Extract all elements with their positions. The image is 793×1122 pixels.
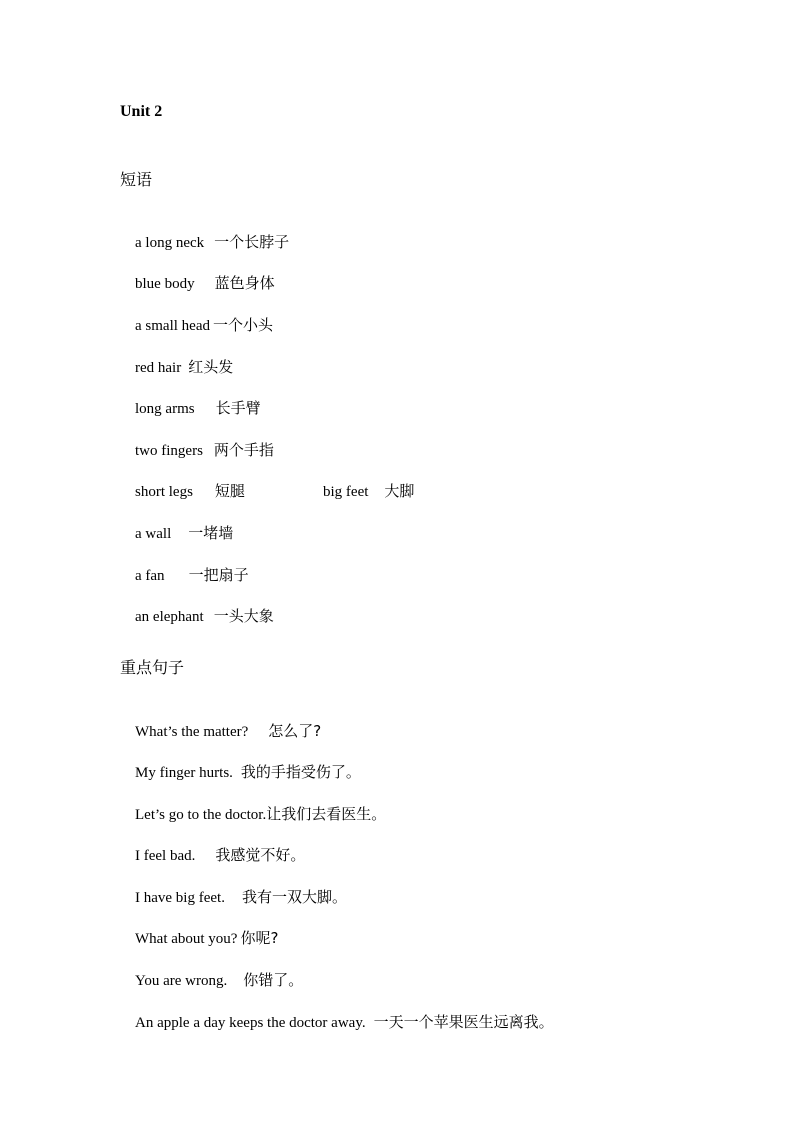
phrase-english: big feet	[323, 484, 369, 500]
phrase-chinese: 蓝色身体	[214, 274, 275, 292]
sentence-chinese: 让我们去看医生。	[266, 805, 387, 823]
sentence-english: I have big feet.	[135, 890, 225, 906]
sentence-english: What about you?	[135, 931, 238, 947]
document-title: Unit 2	[120, 103, 163, 120]
phrase-chinese: 一头大象	[213, 607, 274, 625]
phrase-chinese: 一个长脖子	[214, 233, 290, 251]
sentence-english: Let’s go to the doctor.	[135, 807, 267, 823]
phrase-english: long arms	[135, 401, 195, 417]
phrase-english: an elephant	[135, 609, 204, 625]
phrase-chinese: 长手臂	[215, 399, 261, 417]
sentence-chinese: 怎么了?	[268, 722, 322, 740]
sentence-chinese: 一天一个苹果医生远离我。	[373, 1013, 554, 1031]
phrase-chinese: 一把扇子	[188, 566, 249, 584]
phrase-english: blue body	[135, 276, 195, 292]
phrase-chinese: 大脚	[384, 482, 415, 500]
phrases-heading: 短语	[120, 170, 153, 189]
phrase-chinese: 短腿	[214, 482, 245, 500]
sentence-chinese: 我感觉不好。	[215, 846, 306, 864]
phrase-english: a long neck	[135, 235, 205, 251]
phrase-chinese: 两个手指	[213, 441, 274, 459]
sentence-english: My finger hurts.	[135, 765, 233, 781]
phrase-chinese: 一堵墙	[188, 524, 234, 542]
phrase-english: red hair	[135, 360, 182, 376]
sentence-chinese: 你错了。	[243, 971, 304, 989]
phrase-english: a fan	[135, 568, 165, 584]
sentence-chinese: 你呢?	[240, 929, 279, 947]
phrase-chinese: 红头发	[188, 358, 234, 376]
sentence-chinese: 我的手指受伤了。	[240, 763, 361, 781]
sentence-english: I feel bad.	[135, 848, 196, 864]
sentence-english: An apple a day keeps the doctor away.	[135, 1015, 366, 1031]
phrase-row	[120, 586, 274, 647]
phrase-row-second-column	[308, 461, 414, 522]
phrase-english: a wall	[135, 526, 172, 542]
phrase-english: a small head	[135, 318, 210, 334]
sentence-chinese: 我有一双大脚。	[241, 888, 347, 906]
sentence-row	[120, 992, 554, 1053]
phrase-chinese: 一个小头	[212, 316, 273, 334]
phrase-english: two fingers	[135, 443, 203, 459]
sentence-english: What’s the matter?	[135, 724, 249, 740]
sentences-heading: 重点句子	[120, 658, 185, 677]
phrase-english: short legs	[135, 484, 193, 500]
sentence-english: You are wrong.	[135, 973, 228, 989]
